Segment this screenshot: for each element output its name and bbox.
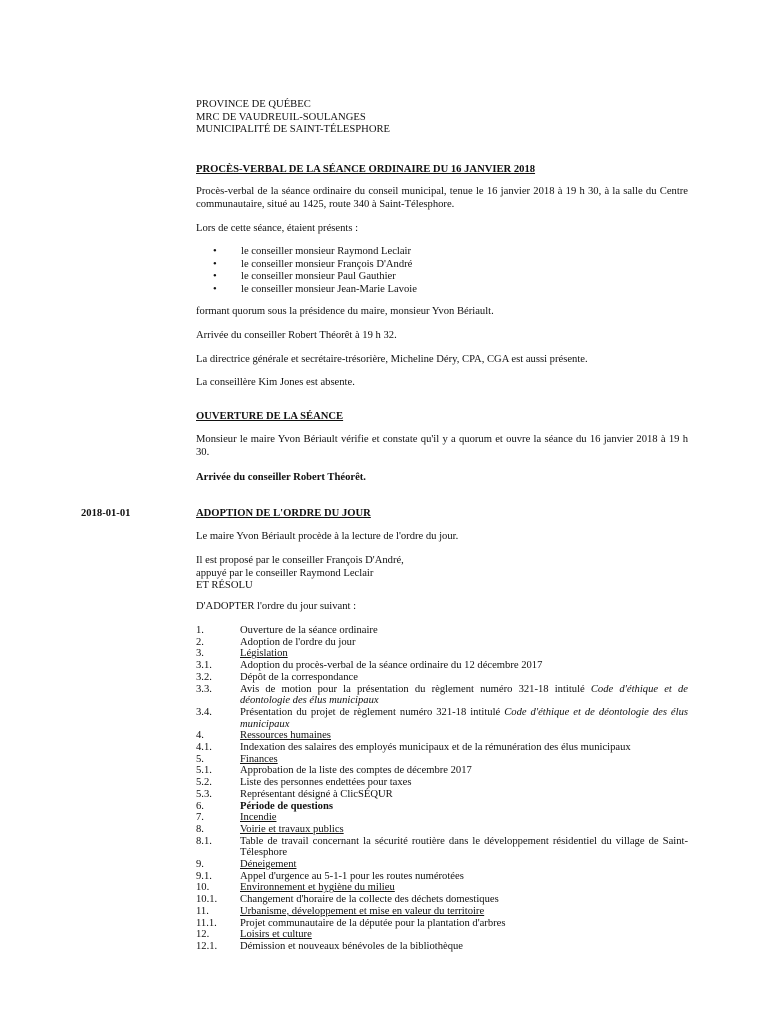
agenda-item: 3.3. Avis de motion pour la présentation du règlement numéro 321-18 intitulé Code d'éthique et de déontologie des élus municipaux — [196, 683, 689, 707]
bullet-icon: • — [213, 271, 217, 282]
agenda-item: 8. Voirie et travaux publics — [196, 823, 344, 835]
agenda-item: 3.2. Dépôt de la correspondance — [196, 671, 358, 683]
agenda-item: 1. Ouverture de la séance ordinaire — [196, 625, 378, 636]
opening-arrival: Arrivée du conseiller Robert Théorêt. — [196, 472, 366, 483]
agenda-item: 10. Environnement et hygiène du milieu — [196, 882, 395, 894]
adoption-seconded: appuyé par le conseiller Raymond Leclair — [196, 567, 374, 579]
agenda-item: 11. Urbanisme, développement et mise en valeur du territoire — [196, 905, 485, 917]
opening-title: OUVERTURE DE LA SÉANCE — [196, 411, 344, 422]
agenda-item: 10.1. Changement d'horaire de la collecte des déchets domestiques — [196, 894, 499, 906]
director-text: La directrice générale et secrétaire-trésorière, Micheline Déry, CPA, CGA est aussi présente. — [196, 354, 588, 365]
agenda-item: 4. Ressources humaines — [196, 730, 331, 742]
opening-text: Monsieur le maire Yvon Bériault vérifie et constate qu'il y a quorum et ouvre la séance du 16 janvier 2018 à 19 h 30. — [196, 434, 688, 458]
document-header — [196, 99, 688, 137]
agenda-item: 2. Adoption de l'ordre du jour — [196, 636, 356, 648]
adoption-reading: Le maire Yvon Bériault procède à la lecture de l'ordre du jour. — [196, 531, 459, 542]
header-province: PROVINCE DE QUÉBEC — [196, 99, 311, 110]
adoption-title: ADOPTION DE L'ORDRE DU JOUR — [196, 508, 371, 519]
present-list — [196, 246, 688, 296]
agenda-item: 5.1. Approbation de la liste des comptes de décembre 2017 — [196, 765, 472, 777]
agenda-item: 5.3. Représentant désigné à ClicSÉQUR — [196, 788, 393, 800]
list-item: • le conseiller monsieur Jean-Marie Lavoie — [213, 283, 417, 295]
list-item: • le conseiller monsieur François D'André — [213, 258, 413, 270]
agenda-item: 5. Finances — [196, 753, 278, 765]
adoption-resolved: ET RÉSOLU — [196, 580, 253, 591]
agenda-item: 11.1. Projet communautaire de la députée pour la plantation d'arbres — [196, 917, 506, 929]
adoption-proposed: Il est proposé par le conseiller François D'André, — [196, 555, 404, 566]
agenda-item: 8.1. Table de travail concernant la sécurité routière dans le développement résidentiel du village de Saint-Télesphore — [196, 835, 688, 859]
agenda-item: 5.2. Liste des personnes endettées pour taxes — [196, 777, 412, 789]
agenda-item: 6. Période de questions — [196, 800, 333, 812]
agenda-item: 4.1. Indexation des salaires des employés municipaux et de la rémunération des élus municipaux — [196, 742, 631, 754]
quorum-text: formant quorum sous la présidence du maire, monsieur Yvon Bériault. — [196, 306, 494, 317]
agenda-list — [196, 625, 688, 953]
agenda-item: 3.1. Adoption du procès-verbal de la séance ordinaire du 12 décembre 2017 — [196, 660, 543, 672]
bullet-icon: • — [213, 258, 217, 270]
present-label: Lors de cette séance, étaient présents : — [196, 223, 359, 234]
agenda-item: 3. Législation — [196, 648, 288, 660]
agenda-item: 12. Loisirs et culture — [196, 929, 312, 941]
bullet-icon: • — [213, 283, 217, 295]
agenda-item: 7. Incendie — [196, 812, 277, 824]
agenda-item: 9.1. Appel d'urgence au 5-1-1 pour les routes numérotées — [196, 870, 464, 882]
header-municipality: MUNICIPALITÉ DE SAINT-TÉLESPHORE — [196, 124, 391, 135]
resolution-number: 2018-01-01 — [81, 508, 131, 519]
header-mrc: MRC DE VAUDREUIL-SOULANGES — [196, 111, 366, 123]
list-item: • le conseiller monsieur Paul Gauthier — [213, 271, 396, 282]
bullet-icon: • — [213, 246, 217, 257]
agenda-item: 3.4. Présentation du projet de règlement numéro 321-18 intitulé Code d'éthique et de déontologie des élus municipaux — [196, 706, 688, 730]
absent-text: La conseillère Kim Jones est absente. — [196, 377, 355, 388]
arrival-text: Arrivée du conseiller Robert Théorêt à 19 h 32. — [196, 330, 397, 341]
intro-paragraph: Procès-verbal de la séance ordinaire du conseil municipal, tenue le 16 janvier 2018 à 19 h 30, à la salle du Centre communautaire, situé au 1425, route 340 à Saint-Télesphore. — [196, 186, 688, 210]
adoption-text: D'ADOPTER l'ordre du jour suivant : — [196, 601, 357, 612]
agenda-item: 9. Déneigement — [196, 859, 297, 871]
document-title: PROCÈS-VERBAL DE LA SÉANCE ORDINAIRE DU 16 JANVIER 2018 — [196, 164, 536, 175]
agenda-item: 12.1. Démission et nouveaux bénévoles de la bibliothèque — [196, 940, 464, 952]
list-item: • le conseiller monsieur Raymond Leclair — [213, 246, 412, 257]
